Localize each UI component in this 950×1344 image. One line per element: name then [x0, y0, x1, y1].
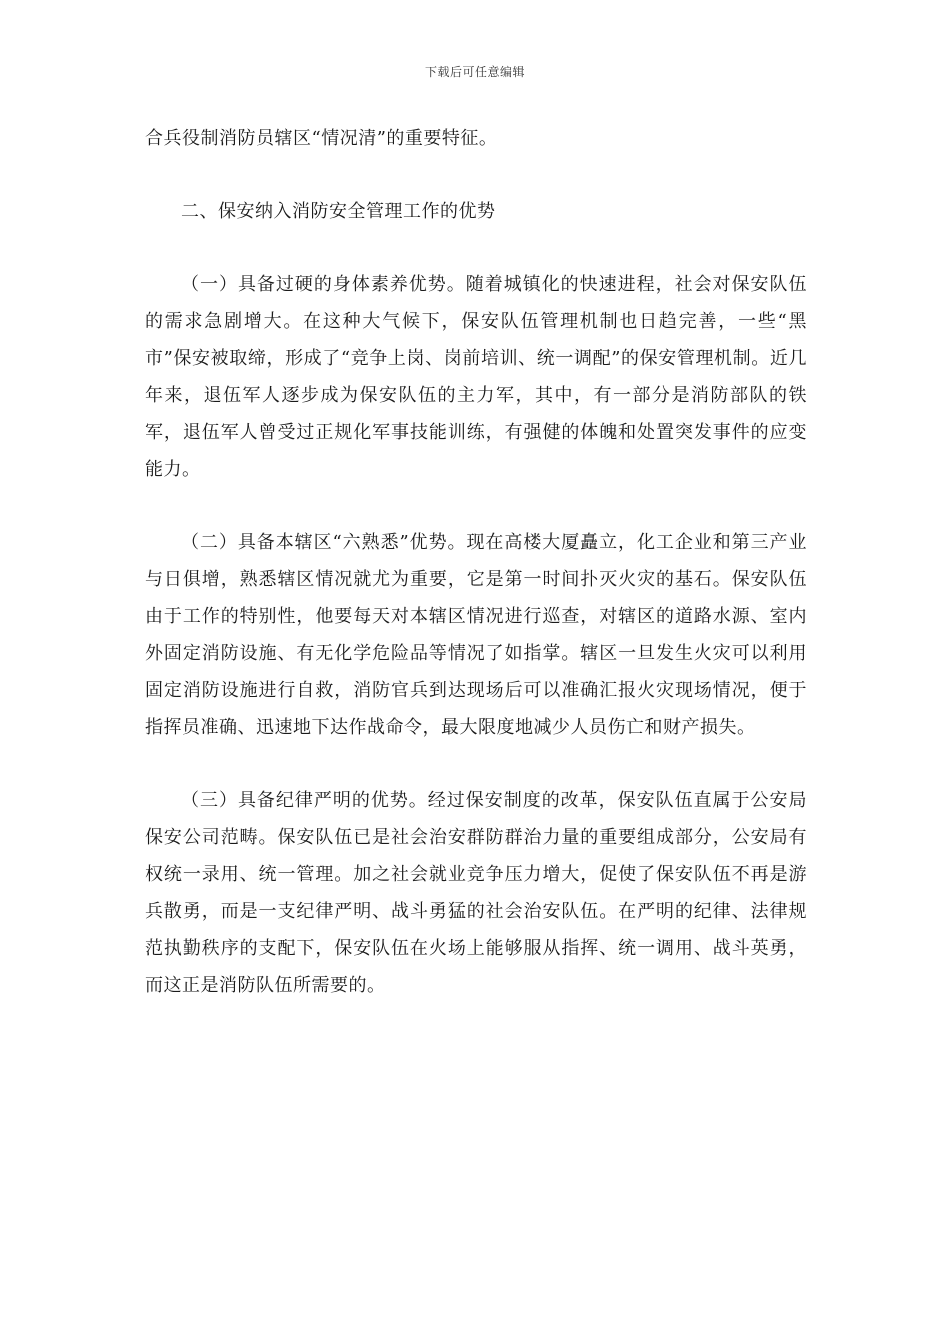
document-body	[145, 120, 807, 1004]
paragraph-familiarity-advantage: （二）具备本辖区“六熟悉”优势。现在高楼大厦矗立，化工企业和第三产业与日俱增，熟悉辖区情况就尤为重要，它是第一时间扑灭火灾的基石。保安队伍由于工作的特别性，他要每天对本辖区情况进行巡查，对辖区的道路水源、室内外固定消防设施、有无化学危险品等情况了如指掌。辖区一旦发生火灾可以利用固定消防设施进行自救，消防官兵到达现场后可以准确汇报火灾现场情况，便于指挥员准确、迅速地下达作战命令，最大限度地减少人员伤亡和财产损失。	[145, 532, 807, 738]
section-heading: 二、保安纳入消防安全管理工作的优势	[181, 201, 496, 222]
paragraph-physical-advantage: （一）具备过硬的身体素养优势。随着城镇化的快速进程，社会对保安队伍的需求急剧增大。在这种大气候下，保安队伍管理机制也日趋完善，一些“黑市”保安被取缔，形成了“竞争上岗、岗前培训、统一调配”的保安管理机制。近几年来，退伍军人逐步成为保安队伍的主力军，其中，有一部分是消防部队的铁军，退伍军人曾受过正规化军事技能训练，有强健的体魄和处置突发事件的应变能力。	[145, 274, 807, 480]
paragraph-gap	[145, 157, 807, 193]
paragraph-discipline-advantage: （三）具备纪律严明的优势。经过保安制度的改革，保安队伍直属于公安局保安公司范畴。保安队伍已是社会治安群防群治力量的重要组成部分，公安局有权统一录用、统一管理。加之社会就业竞争压力增大，促使了保安队伍不再是游兵散勇，而是一支纪律严明、战斗勇猛的社会治安队伍。在严明的纪律、法律规范执勤秩序的支配下，保安队伍在火场上能够服从指挥、统一调用、战斗英勇，而这正是消防队伍所需要的。	[145, 790, 807, 996]
paragraph-gap	[145, 230, 807, 266]
paragraph-gap	[145, 488, 807, 524]
paragraph-gap	[145, 746, 807, 782]
paragraph-continuation: 合兵役制消防员辖区“情况清”的重要特征。	[145, 128, 498, 149]
page-header: 下载后可任意编辑	[424, 65, 525, 79]
